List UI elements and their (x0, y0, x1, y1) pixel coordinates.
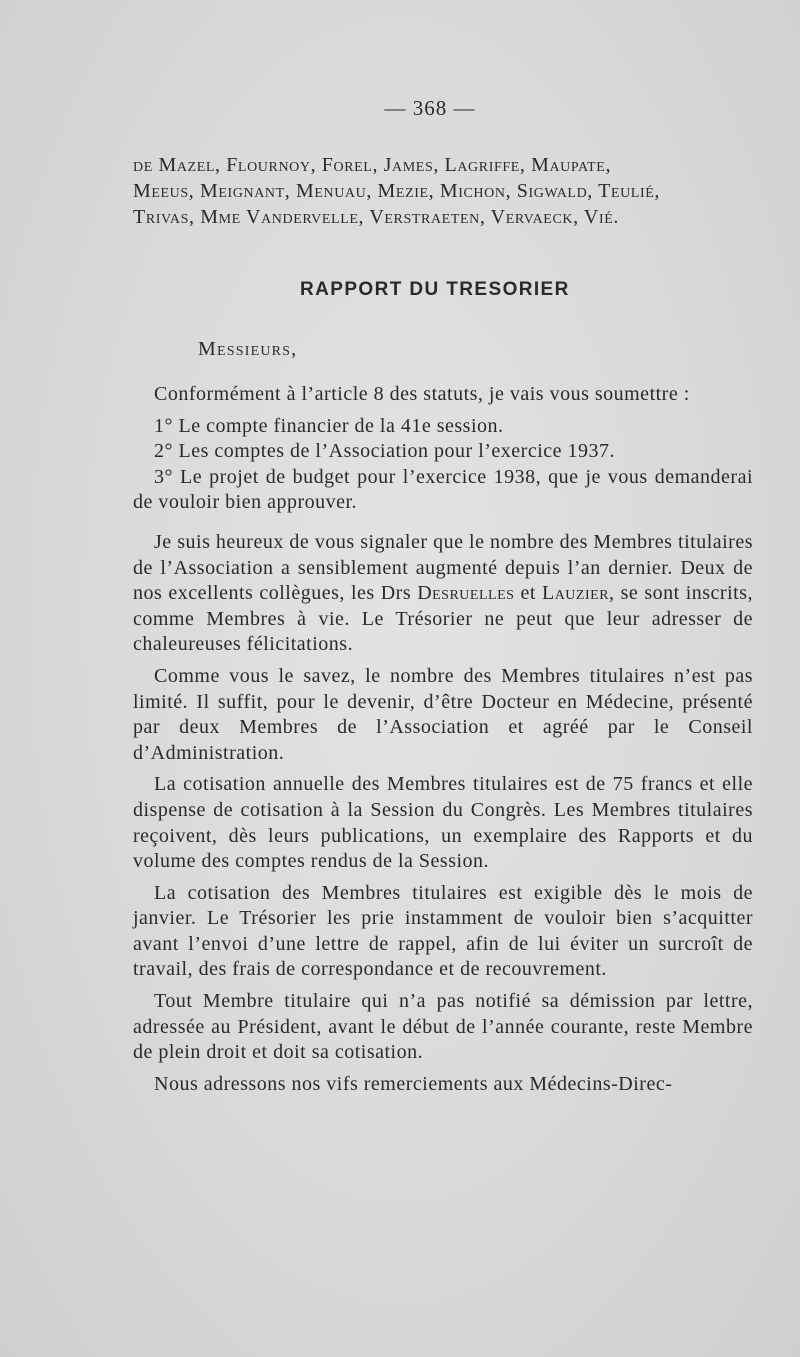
list-item: 2° Les comptes de l’Association pour l’exercice 1937. (154, 440, 616, 463)
paragraph-membership: Comme vous le savez, le nombre des Membres titulaires n’est pas limité. Il suffit, pour le devenir, d’être Docteur en Médecine, présenté par deux Membres de l’Association et agréé par le Conseil d’Administration. (133, 664, 753, 764)
names-line: Meeus, Meignant, Menuau, Mezie, Michon, Sigwald, Teulié, (133, 180, 660, 202)
list-item: 1° Le compte financier de la 41e session. (154, 414, 504, 437)
paragraph-text: , se sont inscrits, comme Membres à vie. Le Trésorier ne peut que leur adresser de chaleureuses félicitations. (133, 582, 753, 656)
paragraph-new-members (133, 530, 753, 658)
paragraph-resignation: Tout Membre titulaire qui n’a pas notifié sa démission par lettre, adressée au Président, avant le début de l’année courante, reste Membre de plein droit et doit sa cotisation. (133, 990, 753, 1064)
section-title: RAPPORT DU TRESORIER (300, 279, 570, 300)
salutation: Messieurs, (198, 338, 298, 360)
paragraph-thanks: Nous adressons nos vifs remerciements aux Médecins-Direc- (154, 1072, 673, 1095)
names-line: de Mazel, Flournoy, Forel, James, Lagriffe, Maupate, (133, 154, 612, 176)
list-item: 3° Le projet de budget pour l’exercice 1938, que je vous demanderai de vouloir bien approuver. (133, 465, 753, 514)
doctors-abbrev: Drs (380, 582, 412, 605)
member-name: Lauzier (541, 582, 610, 605)
names-line: Trivas, Mme Vandervelle, Verstraeten, Vervaeck, Vié. (133, 206, 619, 228)
paragraph-text: et (514, 582, 542, 605)
paragraph-text: Je suis heureux de vous signaler que le nombre des Membres titulaires de l’Association a sensiblement augmenté depuis l’an dernier. Deux de nos excellents collègues, les (133, 530, 753, 605)
paragraph-dues: La cotisation annuelle des Membres titulaires est de 75 francs et elle dispense de cotisation à la Session du Congrès. Les Membres titulaires reçoivent, dès leurs publications, un exemplaire des Rapports et du volume des comptes rendus de la Session. (133, 773, 753, 873)
member-names-list (133, 152, 753, 230)
report-body (133, 382, 753, 1103)
member-name: Desruelles (417, 582, 515, 605)
intro-paragraph: Conformément à l’article 8 des statuts, je vais vous soumettre : (154, 383, 690, 405)
page-number: — 368 — (384, 96, 476, 120)
paragraph-payment: La cotisation des Membres titulaires est exigible dès le mois de janvier. Le Trésorier les prie instamment de vouloir bien s’acquitter avant l’envoi d’une lettre de rappel, afin de lui éviter un surcroît de travail, des frais de correspondance et de recouvrement. (133, 881, 753, 981)
